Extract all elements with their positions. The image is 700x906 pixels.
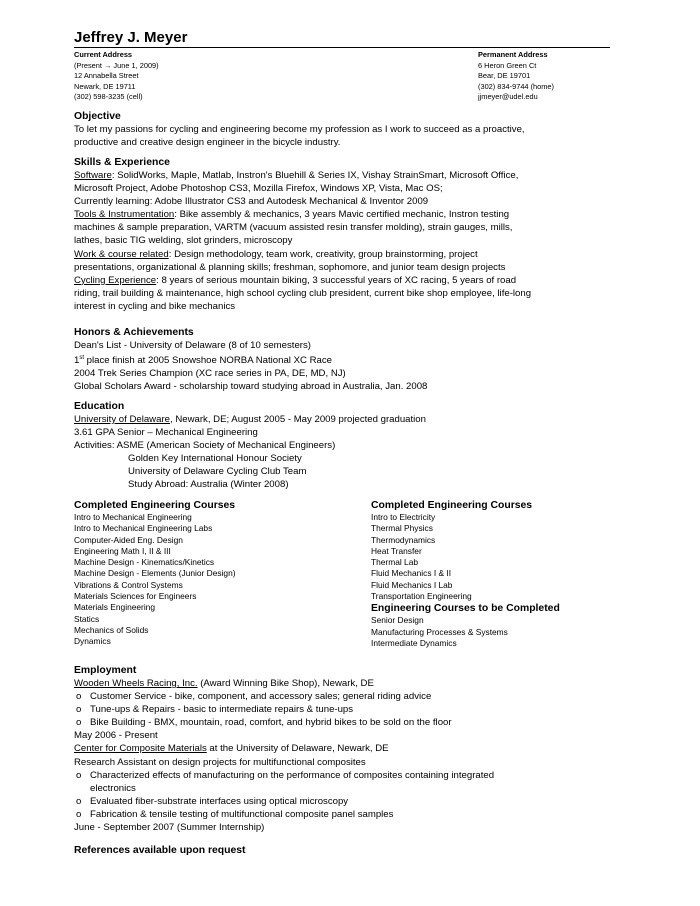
work-line: presentations, organizational & planning skills; freshman, sophomore, and junior team design projects xyxy=(74,261,506,273)
honor-place-number: 1 xyxy=(74,355,80,367)
education-section xyxy=(74,400,634,492)
current-address xyxy=(74,50,159,103)
course-item: Heat Transfer xyxy=(371,545,422,556)
honors-section xyxy=(74,326,634,394)
courses-left-title: Completed Engineering Courses xyxy=(74,500,236,511)
course-item: Dynamics xyxy=(74,636,111,647)
current-address-line: (302) 598-3235 (cell) xyxy=(74,92,143,102)
tools-text: : Bike assembly & mechanics, 3 years Mavic certified mechanic, Instron testing xyxy=(174,209,510,221)
email-link[interactable]: jjmeyer@udel.edu xyxy=(478,92,538,102)
honor-item: 2004 Trek Series Champion (XC race series in PA, DE, MD, NJ) xyxy=(74,368,346,380)
bullet-icon: o xyxy=(76,808,82,820)
job-bullet-text: Tune-ups & Repairs - basic to intermediate repairs & tune-ups xyxy=(90,704,354,716)
bullet-icon: o xyxy=(76,704,82,716)
job-bullet xyxy=(74,795,634,808)
activity-item: Golden Key International Honour Society xyxy=(128,453,302,465)
job-bullet xyxy=(74,703,634,716)
honor-place-suffix: st xyxy=(79,355,85,362)
school-details: , Newark, DE; August 2005 - May 2009 projected graduation xyxy=(169,414,426,425)
course-item: Statics xyxy=(74,613,100,624)
courses-right-column xyxy=(371,499,621,649)
course-item: Engineering Math I, II & III xyxy=(74,545,171,556)
course-item: Intermediate Dynamics xyxy=(371,637,457,648)
tools-line xyxy=(74,208,634,221)
course-item: Machine Design - Kinematics/Kinetics xyxy=(74,557,215,568)
course-item: Materials Engineering xyxy=(74,602,156,613)
employment-section xyxy=(74,664,634,834)
work-text: : Design methodology, team work, creativity, group brainstorming, project xyxy=(168,248,478,260)
objective-line: To let my passions for cycling and engineering become my profession as I work to succeed as a proactive, xyxy=(74,124,525,135)
tools-line: lathes, basic TIG welding, slot grinders, microscopy xyxy=(74,235,293,247)
job-bullet-text: Bike Building - BMX, mountain, road, comfort, and hybrid bikes to be sold on the floor xyxy=(90,717,452,729)
honors-title: Honors & Achievements xyxy=(74,327,194,338)
cycling-text: : 8 years of serious mountain biking, 3 successful years of XC racing, 5 years of road xyxy=(156,274,517,286)
honor-item: Global Scholars Award - scholarship toward studying abroad in Australia, Jan. 2008 xyxy=(74,381,428,393)
activity-item: Study Abroad: Australia (Winter 2008) xyxy=(128,479,289,491)
education-title: Education xyxy=(74,401,125,412)
course-item: Transportation Engineering xyxy=(371,591,472,602)
employer-details: at the University of Delaware, Newark, DE xyxy=(206,743,389,755)
permanent-address-line: (302) 834-9744 (home) xyxy=(478,81,555,91)
course-item: Thermal Physics xyxy=(371,523,433,534)
permanent-address-header: Permanent Address xyxy=(478,50,548,59)
courses-right-title: Completed Engineering Courses xyxy=(371,500,533,511)
activity-item: University of Delaware Cycling Club Team xyxy=(128,466,307,478)
job-role: Research Assistant on design projects for multifunctional composites xyxy=(74,756,366,768)
course-item: Fluid Mechanics I Lab xyxy=(371,579,453,590)
job-bullet xyxy=(74,808,634,821)
work-line xyxy=(74,248,634,261)
course-item: Mechanics of Solids xyxy=(74,624,149,635)
gpa-line: 3.61 GPA Senior – Mechanical Engineering xyxy=(74,427,258,439)
course-item: Fluid Mechanics I & II xyxy=(371,568,452,579)
course-item: Machine Design - Elements (Junior Design) xyxy=(74,568,236,579)
address-block xyxy=(74,48,614,116)
references-line: References available upon request xyxy=(74,845,246,856)
bullet-icon: o xyxy=(76,795,82,807)
tools-line: machines & sample preparation, VARTM (vacuum assisted resin transfer molding), strain gauges, mills, xyxy=(74,222,513,234)
school-line xyxy=(74,413,634,426)
cycling-line xyxy=(74,274,634,287)
bullet-icon: o xyxy=(76,717,82,729)
job-dates: May 2006 - Present xyxy=(74,730,158,742)
current-address-line: 12 Annabella Street xyxy=(74,71,139,81)
employer-name: Wooden Wheels Racing, Inc. xyxy=(74,678,198,689)
software-line xyxy=(74,169,634,182)
software-text: : SolidWorks, Maple, Matlab, Instron's Bluehill & Series IX, Vishay StrainSmart, Microsoft Office, xyxy=(111,170,519,181)
school-name: University of Delaware xyxy=(74,414,170,425)
objective-line: productive and creative design engineer in the bicycle industry. xyxy=(74,137,341,149)
job-bullet xyxy=(74,690,634,703)
permanent-address-line: Bear, DE 19701 xyxy=(478,71,531,81)
job-bullet xyxy=(74,716,634,729)
job-bullet-continuation: electronics xyxy=(90,782,136,794)
work-label: Work & course related xyxy=(74,248,169,260)
employer-details: (Award Winning Bike Shop), Newark, DE xyxy=(197,678,374,689)
bullet-icon: o xyxy=(76,691,82,703)
job-header xyxy=(74,677,634,690)
current-address-line: (Present → June 1, 2009) xyxy=(74,60,159,70)
objective-title: Objective xyxy=(74,111,121,122)
course-item: Thermal Lab xyxy=(371,557,419,568)
resume-page xyxy=(74,29,614,856)
permanent-address-line: 6 Heron Green Ct xyxy=(478,60,537,70)
references-section xyxy=(74,844,634,857)
course-item: Computer-Aided Eng. Design xyxy=(74,534,183,545)
cycling-line: riding, trail building & maintenance, high school cycling club president, current bike shop employee, life-long xyxy=(74,287,532,299)
current-address-line: Newark, DE 19711 xyxy=(74,81,136,91)
course-item: Manufacturing Processes & Systems xyxy=(371,626,508,637)
job-header xyxy=(74,742,634,755)
job-bullet-text: Evaluated fiber-substrate interfaces using optical microscopy xyxy=(90,795,349,807)
job-bullet-text: Customer Service - bike, component, and accessory sales; general riding advice xyxy=(90,691,432,703)
resume-name: Jeffrey J. Meyer xyxy=(74,29,188,46)
bullet-icon: o xyxy=(76,769,82,781)
software-label: Software xyxy=(74,170,112,181)
skills-title: Skills & Experience xyxy=(74,157,170,168)
course-item: Intro to Mechanical Engineering Labs xyxy=(74,523,213,534)
cycling-line: interest in cycling and bike mechanics xyxy=(74,300,236,312)
honor-item xyxy=(74,352,634,367)
employer-name: Center for Composite Materials xyxy=(74,743,207,755)
job-dates: June - September 2007 (Summer Internship) xyxy=(74,822,265,834)
honor-place-text: place finish at 2005 Snowshoe NORBA National XC Race xyxy=(84,355,332,367)
course-item: Materials Sciences for Engineers xyxy=(74,591,197,602)
objective-section xyxy=(74,110,634,149)
current-address-header: Current Address xyxy=(74,50,133,59)
courses-pending-title: Engineering Courses to be Completed xyxy=(371,603,560,615)
tools-label: Tools & Instrumentation xyxy=(74,209,175,221)
permanent-address xyxy=(478,50,554,103)
cycling-label: Cycling Experience xyxy=(74,274,157,286)
skills-section xyxy=(74,156,634,313)
honor-item: Dean's List - University of Delaware (8 of 10 semesters) xyxy=(74,340,311,351)
employment-title: Employment xyxy=(74,665,137,676)
courses-left-column xyxy=(74,499,324,648)
course-item: Intro to Electricity xyxy=(371,512,436,522)
activities-line: Activities: ASME (American Society of Mechanical Engineers) xyxy=(74,440,336,452)
job-bullet-text: Fabrication & tensile testing of multifunctional composite panel samples xyxy=(90,808,394,820)
course-item: Thermodynamics xyxy=(371,534,436,545)
software-line: Microsoft Project, Adobe Photoshop CS3, Mozilla Firefox, Windows XP, Vista, Mac OS; xyxy=(74,183,443,195)
course-item: Intro to Mechanical Engineering xyxy=(74,512,192,522)
job-bullet xyxy=(74,769,634,782)
job-bullet-text: Characterized effects of manufacturing on the performance of composites containing integrated xyxy=(90,769,495,781)
software-line: Currently learning: Adobe Illustrator CS3 and Autodesk Mechanical & Inventor 2009 xyxy=(74,196,429,208)
course-item: Senior Design xyxy=(371,615,424,626)
course-item: Vibrations & Control Systems xyxy=(74,579,183,590)
